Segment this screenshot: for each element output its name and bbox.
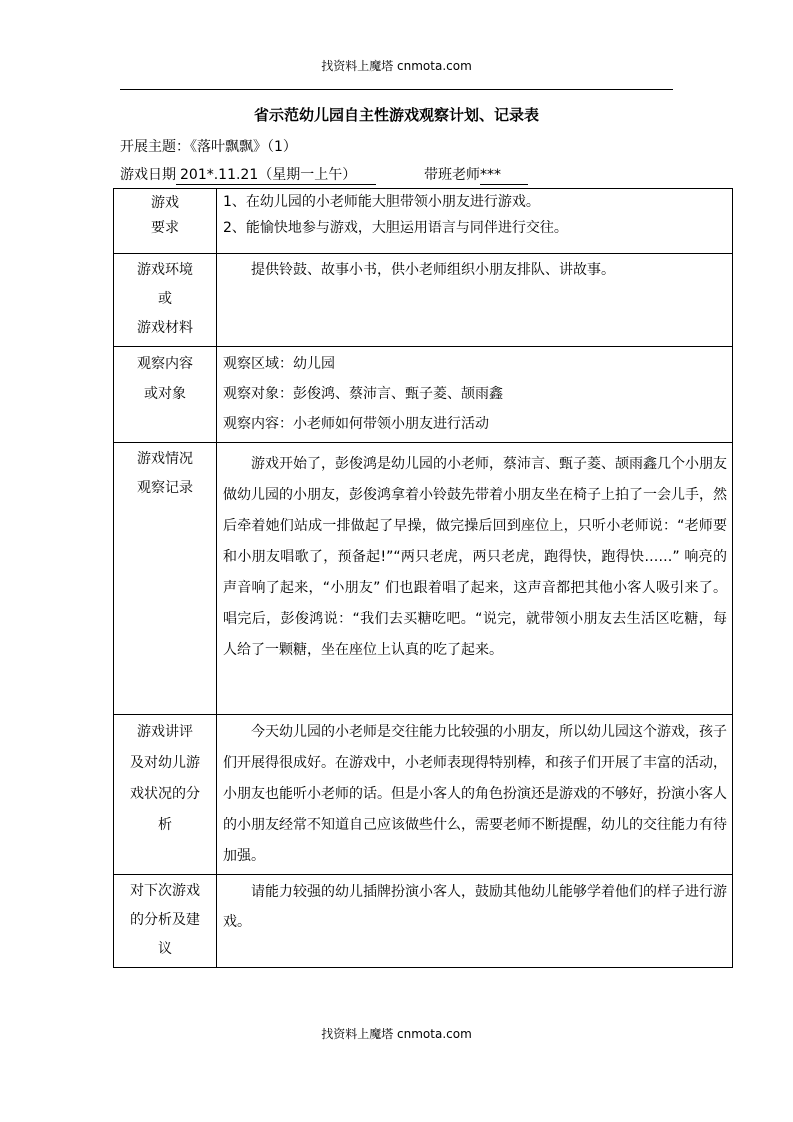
observation-label-line: 观察内容 <box>137 356 193 372</box>
observation-target: 观察对象：彭俊鸿、蔡沛言、甄子菱、颉雨鑫 <box>223 386 503 402</box>
analysis-label-line: 游戏讲评 <box>137 724 193 740</box>
suggestion-content <box>217 875 733 968</box>
row-record <box>114 443 733 715</box>
theme-line <box>120 136 297 156</box>
suggestion-label-line: 对下次游戏 <box>130 883 200 899</box>
date-line <box>120 164 528 185</box>
row-observation <box>114 347 733 443</box>
date-value: 201*.11.21（星期一上午） <box>176 167 376 185</box>
analysis-content <box>217 715 733 875</box>
record-content <box>217 443 733 715</box>
analysis-text: 今天幼儿园的小老师是交往能力比较强的小朋友，所以幼儿园这个游戏，孩子们开展得很成好。在游戏中，小老师表现得特别棒，和孩子们开展了丰富的活动，小朋友也能听小老师的话。但是小客人的角色扮演还是游戏的不够好，扮演小客人的小朋友经常不知道自己应该做些什么，需要老师不断提醒，幼儿的交往能力有待加强。 <box>223 724 727 864</box>
suggestion-label-line: 议 <box>158 941 172 957</box>
date-label: 游戏日期 <box>120 167 176 183</box>
observation-detail: 观察内容：小老师如何带领小朋友进行活动 <box>223 416 489 432</box>
environment-label-line: 游戏环境 <box>137 262 193 278</box>
teacher-label: 带班老师 <box>424 167 480 183</box>
environment-text: 提供铃鼓、故事小书，供小老师组织小朋友排队、讲故事。 <box>251 262 615 278</box>
row-suggestion <box>114 875 733 968</box>
observation-area: 观察区域：幼儿园 <box>223 356 335 372</box>
requirements-label-line: 游戏 <box>151 195 179 211</box>
observation-label <box>114 347 217 443</box>
environment-content <box>217 254 733 347</box>
analysis-label-line: 析 <box>158 817 172 833</box>
teacher-value: *** <box>480 167 528 185</box>
environment-label-line: 游戏材料 <box>137 320 193 336</box>
record-text: 游戏开始了，彭俊鸿是幼儿园的小老师，蔡沛言、甄子菱、颉雨鑫几个小朋友做幼儿园的小朋友，彭俊鸿拿着小铃鼓先带着小朋友坐在椅子上拍了一会儿手，然后牵着她们站成一排做起了早操，做完操后回到座位上，只听小老师说：“老师要和小朋友唱歌了，预备起!”“两只老虎，两只老虎，跑得快，跑得快……” 响亮的声音响了起来，“小朋友” 们也跟着唱了起来，这声音都把其他小客人吸引来了。唱完后，彭俊鸿说：“我们去买糖吃吧。“说完，就带领小朋友去生活区吃糖，每人给了一颗糖，坐在座位上认真的吃了起来。 <box>223 456 727 658</box>
analysis-label <box>114 715 217 875</box>
row-environment <box>114 254 733 347</box>
analysis-label-line: 戏状况的分 <box>130 786 200 802</box>
suggestion-text: 请能力较强的幼儿插牌扮演小客人，鼓励其他幼儿能够学着他们的样子进行游戏。 <box>223 884 727 930</box>
requirements-label <box>114 189 217 254</box>
observation-label-line: 或对象 <box>144 386 186 402</box>
record-label <box>114 443 217 715</box>
header-divider <box>120 89 673 90</box>
suggestion-label-line: 的分析及建 <box>130 912 200 928</box>
row-requirements <box>114 189 733 254</box>
observation-content <box>217 347 733 443</box>
row-analysis <box>114 715 733 875</box>
theme-label: 开展主题： <box>120 139 190 155</box>
record-label-line: 观察记录 <box>137 480 193 496</box>
requirement-item: 2、能愉快地参与游戏，大胆运用语言与同伴进行交往。 <box>223 220 568 236</box>
observation-record-table <box>113 188 733 968</box>
theme-value: 《落叶飘飘》（1） <box>190 139 297 155</box>
footer-brand: 找资料上魔塔 cnmota.com <box>321 1027 472 1041</box>
requirements-content <box>217 189 733 254</box>
record-label-line: 游戏情况 <box>137 451 193 467</box>
header-brand: 找资料上魔塔 cnmota.com <box>321 59 472 73</box>
requirements-label-line: 要求 <box>151 220 179 236</box>
environment-label-line: 或 <box>158 291 172 307</box>
document-title: 省示范幼儿园自主性游戏观察计划、记录表 <box>253 106 539 124</box>
environment-label <box>114 254 217 347</box>
analysis-label-line: 及对幼儿游 <box>130 755 200 771</box>
suggestion-label <box>114 875 217 968</box>
requirement-item: 1、在幼儿园的小老师能大胆带领小朋友进行游戏。 <box>223 194 540 210</box>
